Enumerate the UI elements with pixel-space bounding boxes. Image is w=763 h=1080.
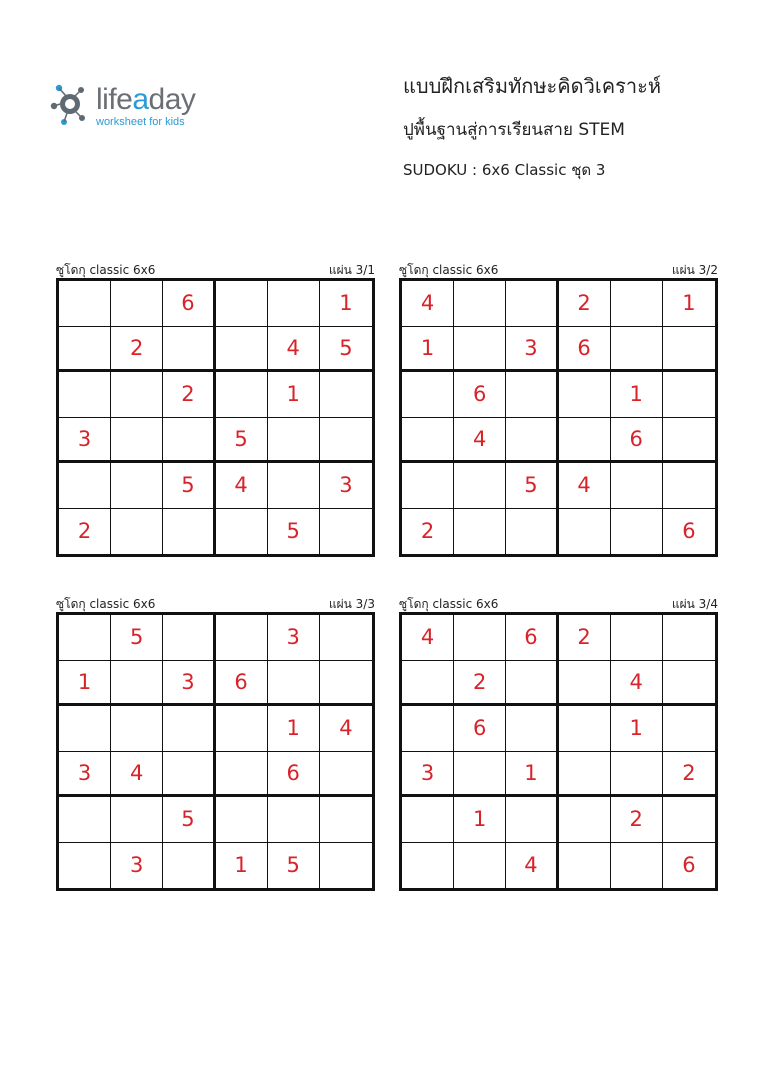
sudoku-cell — [506, 661, 558, 707]
sudoku-cell — [454, 463, 506, 509]
sudoku-cell — [216, 281, 268, 327]
sudoku-cell — [454, 843, 506, 889]
sudoku-puzzle — [399, 262, 718, 557]
puzzle-sheet-number: แผ่น 3/4 — [671, 597, 718, 611]
sudoku-cell — [320, 418, 372, 464]
puzzle-label: ซูโดกุ classic 6x6 — [399, 263, 499, 277]
sudoku-cell: 2 — [454, 661, 506, 707]
sudoku-cell: 2 — [402, 509, 454, 555]
sudoku-cell: 5 — [216, 418, 268, 464]
logo-wordmark: lifeaday — [96, 83, 196, 116]
sudoku-cell — [111, 706, 163, 752]
sudoku-cell: 3 — [320, 463, 372, 509]
sudoku-cell — [402, 372, 454, 418]
sudoku-cell: 3 — [402, 752, 454, 798]
sudoku-cell — [59, 463, 111, 509]
sudoku-cell — [59, 797, 111, 843]
sudoku-cell: 1 — [216, 843, 268, 889]
sudoku-cell — [163, 706, 215, 752]
puzzle-label: ซูโดกุ classic 6x6 — [56, 263, 156, 277]
sudoku-cell: 3 — [268, 615, 320, 661]
sudoku-cell — [111, 281, 163, 327]
sudoku-cell: 1 — [268, 372, 320, 418]
sudoku-cell: 4 — [320, 706, 372, 752]
sudoku-cell: 5 — [163, 797, 215, 843]
sudoku-cell: 5 — [506, 463, 558, 509]
sudoku-cell: 6 — [682, 853, 696, 878]
puzzle-sheet-number: แผ่น 3/2 — [671, 263, 718, 277]
sudoku-cell — [506, 281, 558, 327]
sudoku-cell — [663, 661, 715, 707]
sudoku-cell: 2 — [111, 327, 163, 373]
sudoku-cell — [559, 706, 611, 752]
sudoku-cell: 2 — [663, 752, 715, 798]
worksheet-title: แบบฝึกเสริมทักษะคิดวิเคราะห์ — [403, 74, 662, 98]
puzzle-label: ซูโดกุ classic 6x6 — [399, 597, 499, 611]
sudoku-cell — [559, 661, 611, 707]
sudoku-cell — [216, 372, 268, 418]
sudoku-cell — [111, 661, 163, 707]
sudoku-cell — [59, 372, 111, 418]
puzzle-sheet-number: แผ่น 3/3 — [328, 597, 375, 611]
sudoku-cell: 1 — [268, 706, 320, 752]
sudoku-grid — [399, 278, 718, 557]
sudoku-cell: 2 — [59, 509, 111, 555]
sudoku-cell — [111, 418, 163, 464]
sudoku-cell: 4 — [402, 281, 454, 327]
sudoku-cell — [611, 752, 663, 798]
sudoku-cell — [663, 615, 715, 661]
sudoku-cell — [320, 661, 372, 707]
sudoku-cell — [663, 706, 715, 752]
sudoku-cell: 4 — [559, 463, 611, 509]
sudoku-cell: 6 — [163, 281, 215, 327]
sudoku-puzzle — [56, 262, 375, 557]
sudoku-cell: 5 — [163, 463, 215, 509]
sudoku-cell — [320, 797, 372, 843]
sudoku-cell — [611, 463, 663, 509]
sudoku-cell: 4 — [611, 661, 663, 707]
sudoku-cell — [216, 327, 268, 373]
sudoku-cell: 4 — [111, 752, 163, 798]
sudoku-cell — [559, 418, 611, 464]
sudoku-cell: 2 — [611, 797, 663, 843]
sudoku-cell — [216, 706, 268, 752]
sudoku-cell — [559, 752, 611, 798]
sudoku-cell — [59, 281, 111, 327]
sudoku-cell — [663, 327, 715, 373]
sudoku-cell — [268, 661, 320, 707]
sudoku-grid — [56, 278, 375, 557]
sudoku-cell — [268, 797, 320, 843]
sudoku-cell — [454, 509, 506, 555]
sudoku-cell — [611, 615, 663, 661]
sudoku-cell — [663, 418, 715, 464]
sudoku-cell: 6 — [268, 752, 320, 798]
sudoku-cell — [402, 843, 454, 889]
sudoku-grid — [56, 612, 375, 891]
sudoku-cell — [559, 372, 611, 418]
sudoku-cell — [611, 843, 663, 889]
sudoku-cell: 4 — [268, 327, 320, 373]
sudoku-cell — [559, 843, 611, 889]
sudoku-cell — [111, 372, 163, 418]
sudoku-cell — [506, 706, 558, 752]
sudoku-puzzle — [56, 596, 375, 891]
sudoku-cell — [506, 418, 558, 464]
sudoku-cell — [216, 752, 268, 798]
sudoku-cell — [611, 327, 663, 373]
sudoku-cell — [59, 706, 111, 752]
sudoku-cell: 4 — [454, 418, 506, 464]
sudoku-cell — [454, 281, 506, 327]
sudoku-cell — [320, 372, 372, 418]
sudoku-cell — [320, 509, 372, 555]
sudoku-cell — [402, 418, 454, 464]
sudoku-cell: 2 — [559, 615, 611, 661]
sudoku-cell: 6 — [506, 615, 558, 661]
sudoku-cell — [454, 752, 506, 798]
sudoku-cell — [402, 706, 454, 752]
sudoku-cell — [320, 615, 372, 661]
sudoku-cell: 5 — [320, 327, 372, 373]
sudoku-cell — [163, 327, 215, 373]
sudoku-cell — [59, 843, 111, 889]
sudoku-cell: 6 — [682, 519, 696, 544]
sudoku-cell — [611, 509, 663, 555]
sudoku-cell — [163, 615, 215, 661]
sudoku-cell: 6 — [216, 661, 268, 707]
sudoku-cell — [506, 797, 558, 843]
sudoku-cell — [59, 615, 111, 661]
sudoku-cell — [663, 797, 715, 843]
sudoku-cell — [402, 463, 454, 509]
sudoku-cell — [506, 372, 558, 418]
sudoku-cell: 1 — [402, 327, 454, 373]
sudoku-puzzle — [399, 596, 718, 891]
sudoku-cell — [559, 797, 611, 843]
sudoku-cell — [268, 463, 320, 509]
sudoku-cell: 1 — [611, 706, 663, 752]
sudoku-cell — [163, 752, 215, 798]
sudoku-cell — [611, 281, 663, 327]
sudoku-cell — [216, 797, 268, 843]
sudoku-cell — [111, 797, 163, 843]
worksheet-subtitle: ปูพื้นฐานสู่การเรียนสาย STEM — [403, 120, 625, 140]
sudoku-cell: 3 — [163, 661, 215, 707]
sudoku-cell: 5 — [268, 843, 320, 889]
sudoku-cell: 2 — [163, 372, 215, 418]
sudoku-cell — [320, 843, 372, 889]
sudoku-cell: 3 — [59, 418, 111, 464]
sudoku-cell: 1 — [59, 661, 111, 707]
sudoku-cell: 6 — [454, 706, 506, 752]
sudoku-cell — [163, 418, 215, 464]
sudoku-cell — [559, 509, 611, 555]
puzzle-label: ซูโดกุ classic 6x6 — [56, 597, 156, 611]
sudoku-cell — [506, 509, 558, 555]
worksheet-set-label: SUDOKU : 6x6 Classic ชุด 3 — [403, 161, 606, 179]
molecule-logo-icon — [50, 82, 94, 126]
sudoku-cell: 1 — [506, 752, 558, 798]
sudoku-cell — [216, 509, 268, 555]
sudoku-grid — [399, 612, 718, 891]
sudoku-cell: 1 — [611, 372, 663, 418]
sudoku-cell: 4 — [402, 615, 454, 661]
sudoku-cell — [268, 418, 320, 464]
sudoku-cell: 6 — [454, 372, 506, 418]
sudoku-cell: 6 — [611, 418, 663, 464]
sudoku-cell — [454, 327, 506, 373]
sudoku-cell — [663, 463, 715, 509]
sudoku-cell — [268, 281, 320, 327]
sudoku-cell — [111, 509, 163, 555]
sudoku-cell — [402, 797, 454, 843]
sudoku-cell — [454, 615, 506, 661]
sudoku-cell: 4 — [506, 843, 558, 889]
sudoku-cell — [663, 372, 715, 418]
sudoku-cell — [216, 615, 268, 661]
logo-tagline: worksheet for kids — [96, 116, 185, 128]
sudoku-cell — [59, 327, 111, 373]
sudoku-cell: 1 — [454, 797, 506, 843]
sudoku-cell: 3 — [506, 327, 558, 373]
sudoku-cell: 6 — [559, 327, 611, 373]
puzzle-sheet-number: แผ่น 3/1 — [328, 263, 375, 277]
lifeaday-logo — [50, 82, 230, 132]
sudoku-cell — [320, 752, 372, 798]
sudoku-cell — [111, 463, 163, 509]
sudoku-cell: 3 — [59, 752, 111, 798]
sudoku-cell — [402, 661, 454, 707]
sudoku-cell — [163, 509, 215, 555]
sudoku-cell: 5 — [268, 509, 320, 555]
sudoku-cell — [163, 843, 215, 889]
sudoku-cell: 4 — [216, 463, 268, 509]
sudoku-cell: 3 — [111, 843, 163, 889]
sudoku-cell: 5 — [111, 615, 163, 661]
sudoku-cell: 2 — [559, 281, 611, 327]
sudoku-cell: 1 — [320, 281, 372, 327]
sudoku-cell: 1 — [663, 281, 715, 327]
